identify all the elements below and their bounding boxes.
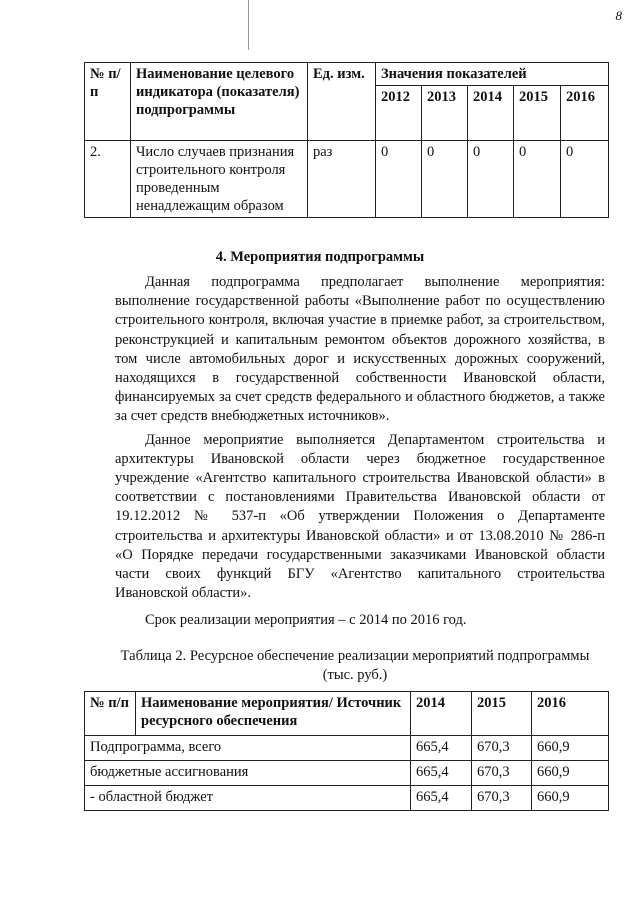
cell-name: - областной бюджет (85, 785, 411, 810)
cell-value: 0 (422, 141, 468, 218)
cell-num: 2. (85, 141, 131, 218)
header-num: № п/п (85, 691, 136, 735)
header-name: Наименование целевого индикатора (показателя) подпрограммы (131, 63, 308, 141)
resource-table (84, 691, 609, 811)
cell-name: Число случаев признания строительного контроля проведенным ненадлежащим образом (131, 141, 308, 218)
header-year: 2014 (468, 86, 514, 141)
table-header-row (85, 63, 609, 86)
header-year: 2016 (532, 691, 609, 735)
cell-value: 670,3 (472, 760, 532, 785)
cell-value: 660,9 (532, 785, 609, 810)
table-units: (тыс. руб.) (322, 666, 388, 683)
cell-name: Подпрограмма, всего (85, 735, 411, 760)
cell-value: 670,3 (472, 735, 532, 760)
table-header-row (85, 691, 609, 735)
header-values: Значения показателей (376, 63, 609, 86)
cell-value: 0 (376, 141, 422, 218)
scan-artifact (248, 0, 249, 50)
header-year: 2012 (376, 86, 422, 141)
cell-value: 660,9 (532, 760, 609, 785)
paragraph: Срок реализации мероприятия – с 2014 по 2016 год. (145, 612, 467, 629)
header-year: 2014 (411, 691, 472, 735)
cell-value: 665,4 (411, 785, 472, 810)
header-name: Наименование мероприятия/ Источник ресурсного обеспечения (136, 691, 411, 735)
paragraph: Данное мероприятие выполняется Департаментом строительства и архитектуры Ивановской области через бюджетное государственное учреждение «Агентство капитального строительства Ивановской области» в соответствии с постановлениями Правительства Ивановской области от 19.12.2012 № 537-п «Об утверждении Положения о Департаменте строительства и архитектуры Ивановской области» и от 13.08.2010 № 286-п «О Порядке передачи государственными заказчиками Ивановской области части своих функций БГУ «Агентство капитального строительства Ивановской области». (115, 431, 605, 602)
paragraph: Данная подпрограмма предполагает выполнение мероприятия: выполнение государственной работы «Выполнение работ по осуществлению строительного контроля, включая участие в приемке работ, за строительством, реконструкцией и капитальным ремонтом объектов дорожного хозяйства, в том числе автомобильных дорог и искусственных дорожных сооружений, находящихся в государственной собственности Ивановской области, финансируемых за счет средств федерального и областного бюджетов, а также за счет средств внебюджетных источников». (115, 274, 605, 425)
header-unit: Ед. изм. (308, 63, 376, 141)
page-number: 8 (615, 8, 622, 23)
table-caption: Таблица 2. Ресурсное обеспечение реализации мероприятий подпрограммы (120, 647, 590, 664)
header-num: № п/п (85, 63, 131, 141)
header-year: 2015 (514, 86, 561, 141)
cell-value: 665,4 (411, 735, 472, 760)
cell-value: 660,9 (532, 735, 609, 760)
cell-value: 665,4 (411, 760, 472, 785)
cell-value: 670,3 (472, 785, 532, 810)
cell-value: 0 (468, 141, 514, 218)
table-row (85, 785, 609, 810)
cell-name: бюджетные ассигнования (85, 760, 411, 785)
table-row (85, 735, 609, 760)
cell-unit: раз (308, 141, 376, 218)
table-row (85, 760, 609, 785)
section-heading: 4. Мероприятия подпрограммы (215, 249, 425, 265)
cell-value: 0 (561, 141, 609, 218)
header-year: 2016 (561, 86, 609, 141)
cell-value: 0 (514, 141, 561, 218)
header-year: 2013 (422, 86, 468, 141)
indicator-table (84, 62, 609, 218)
table-row (85, 141, 609, 218)
header-year: 2015 (472, 691, 532, 735)
